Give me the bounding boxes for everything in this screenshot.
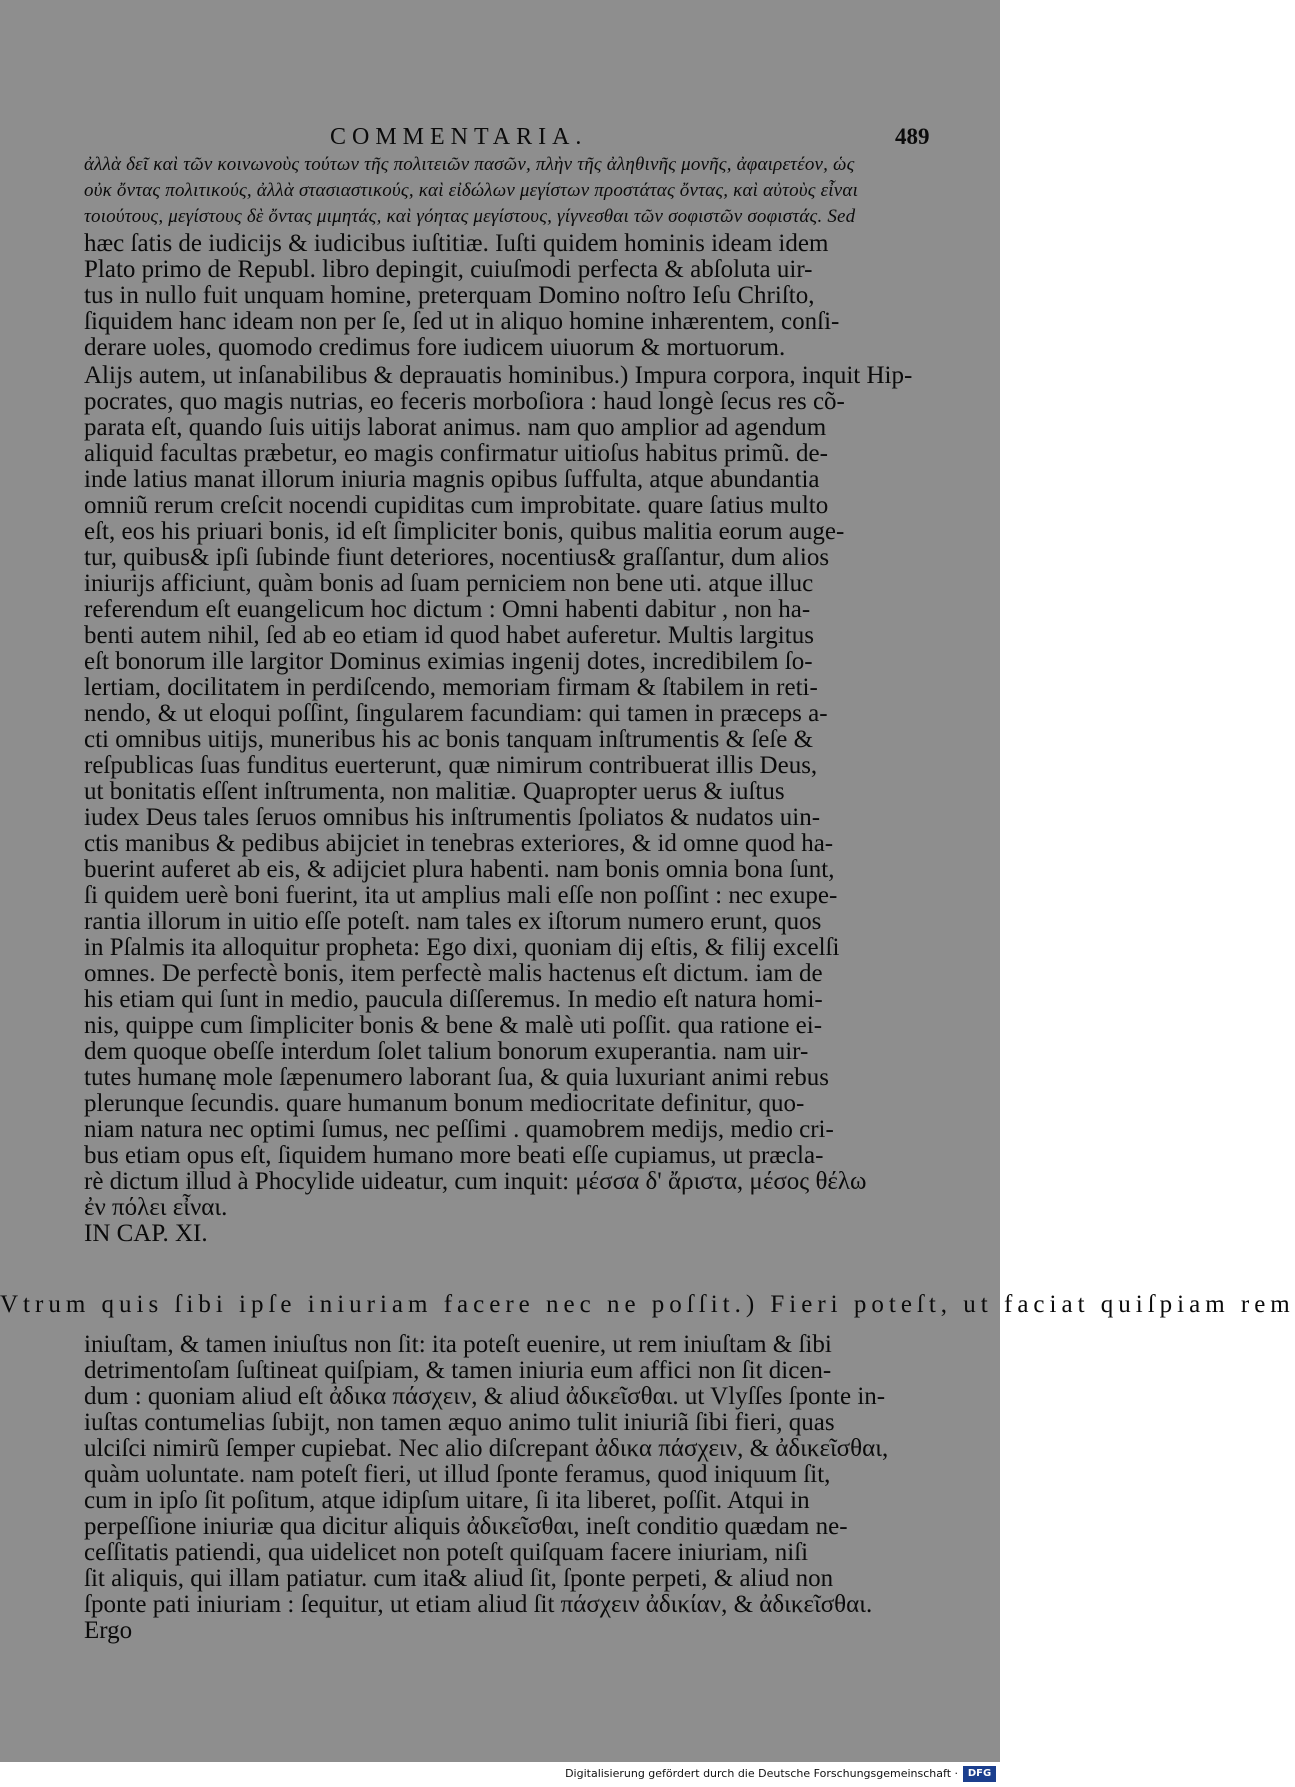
text-line: tus in nullo fuit unquam homine, preterquam Domino noſtro Ieſu Chriſto, <box>84 282 815 309</box>
text-line: pocrates, quo magis nutrias, eo feceris morboſiora : haud longè ſecus res cõ- <box>84 388 845 415</box>
text-line: niam natura nec optimi ſumus, nec peſſimi . quamobrem medijs, medio cri- <box>84 1116 834 1143</box>
text-line: omnes. De perfectè bonis, item perfectè malis hactenus eſt dictum. iam de <box>84 960 823 987</box>
text-line: ſiquidem hanc ideam non per ſe, ſed ut in aliquo homine inhærentem, conſi- <box>84 308 840 335</box>
text-line: perpeſſione iniuriæ qua dicitur aliquis ἀδικεῖσθαι, ineſt conditio quædam ne- <box>84 1513 848 1540</box>
text-line: inde latius manat illorum iniuria magnis opibus ſuffulta, atque abundantia <box>84 466 820 493</box>
text-line: bus etiam opus eſt, ſiquidem humano more beati eſſe cupiamus, ut præcla- <box>84 1142 824 1169</box>
digitization-footer <box>0 1762 1000 1787</box>
text-line: parata eſt, quando ſuis uitijs laborat animus. nam quo amplior ad agendum <box>84 414 827 441</box>
text-line: ſi quidem uerè boni fuerint, ita ut amplius mali eſſe non poſſint : nec exupe- <box>84 882 838 909</box>
funding-credit: Digitalisierung gefördert durch die Deutsche Forschungsgemeinschaft · <box>565 1767 958 1780</box>
text-line: ἀλλὰ δεῖ καὶ τῶν κοινωνοὺς τούτων τῆς πολιτειῶν πασῶν, πλὴν τῆς ἀληθινῆς μονῆς, ἀφαιρετέον, ὡς <box>84 154 855 175</box>
text-line: eſt bonorum ille largitor Dominus eximias ingenij dotes, incredibilem ſo- <box>84 648 813 675</box>
text-line: dem quoque obeſſe interdum ſolet talium bonorum exuperantia. nam uir- <box>84 1038 809 1065</box>
chapter-heading: Vtrum quis ſibi ipſe iniuriam facere nec ne poſſit.) Fieri poteſt, ut faciat quiſpiam rem <box>0 1291 1295 1318</box>
text-line: IN CAP. XI. <box>84 1220 208 1247</box>
text-line: cti omnibus uitijs, muneribus his ac bonis tanquam inſtrumentis & ſeſe & <box>84 726 814 753</box>
page-header <box>0 124 1000 154</box>
text-line: reſpublicas ſuas funditus euerterunt, quæ nimirum contribuerat illis Deus, <box>84 752 818 779</box>
dfg-logo: DFG <box>963 1766 996 1782</box>
text-line: plerunque ſecundis. quare humanum bonum mediocritate definitur, quo- <box>84 1090 805 1117</box>
text-line: eſt, eos his priuari bonis, id eſt ſimpliciter bonis, quibus malitia eorum auge- <box>84 518 845 545</box>
text-line: omniũ rerum creſcit nocendi cupiditas cum improbitate. quare ſatius multo <box>84 492 829 519</box>
text-line: lertiam, docilitatem in perdiſcendo, memoriam firmam & ſtabilem in reti- <box>84 674 818 701</box>
text-line: rè dictum illud à Phocylide uideatur, cum inquit: μέσσα δ' ἄριστα, μέσος θέλω <box>84 1168 867 1195</box>
text-line: cum in ipſo ſit poſitum, atque idipſum uitare, ſi ita liberet, poſſit. Atqui in <box>84 1487 810 1514</box>
text-line: Plato primo de Republ. libro depingit, cuiuſmodi perfecta & abſoluta uir- <box>84 256 813 283</box>
page-number: 489 <box>895 124 930 149</box>
text-line: derare uoles, quomodo credimus fore iudicem uiuorum & mortuorum. <box>84 334 786 361</box>
text-line: iuſtas contumelias ſubijt, non tamen æquo animo tulit iniuriã ſibi fieri, quas <box>84 1409 835 1436</box>
text-line: quàm uoluntate. nam poteſt fieri, ut illud ſponte feramus, quod iniquum ſit, <box>84 1461 831 1488</box>
text-line: tur, quibus& ipſi ſubinde fiunt deteriores, nocentius& graſſantur, dum alios <box>84 544 830 571</box>
text-line: buerint auferet ab eis, & adijciet plura habenti. nam bonis omnia bona ſunt, <box>84 856 835 883</box>
text-line: ulciſci nimirũ ſemper cupiebat. Nec alio diſcrepant ἀδικα πάσχειν, & ἀδικεῖσθαι, <box>84 1435 889 1462</box>
text-line: ſit aliquis, qui illam patiatur. cum ita& aliud ſit, ſponte perpeti, & aliud non <box>84 1565 834 1592</box>
text-line: rantia illorum in uitio eſſe poteſt. nam tales ex iſtorum numero erunt, quos <box>84 908 822 935</box>
text-line: tutes humanę mole ſæpenumero laborant ſua, & quia luxuriant animi rebus <box>84 1064 829 1091</box>
text-line: ſponte pati iniuriam : ſequitur, ut etiam aliud ſit πάσχειν ἀδικίαν, & ἀδικεῖσθαι. <box>84 1591 873 1618</box>
text-line: ceſſitatis patiendi, qua uidelicet non poteſt quiſquam facere iniuriam, niſi <box>84 1539 809 1566</box>
text-line: Alijs autem, ut inſanabilibus & deprauatis hominibus.) Impura corpora, inquit Hip- <box>84 362 913 389</box>
text-line: iudex Deus tales ſeruos omnibus his inſtrumentis ſpoliatos & nudatos uin- <box>84 804 821 831</box>
text-line: his etiam qui ſunt in medio, paucula diſſeremus. In medio eſt natura homi- <box>84 986 823 1013</box>
text-line: detrimentoſam ſuſtineat quiſpiam, & tamen iniuria eum affici non ſit dicen- <box>84 1357 832 1384</box>
text-line: dum : quoniam aliud eſt ἀδικα πάσχειν, & aliud ἀδικεῖσθαι. ut Vlyſſes ſponte in- <box>84 1383 886 1410</box>
text-line: in Pſalmis ita alloquitur propheta: Ego dixi, quoniam dij eſtis, & filij excelſi <box>84 934 840 961</box>
running-head: COMMENTARIA. <box>330 124 588 150</box>
text-line: hæc ſatis de iudicijs & iudicibus iuſtitiæ. Iuſti quidem hominis ideam idem <box>84 230 829 257</box>
text-line: οὐκ ὄντας πολιτικούς, ἀλλὰ στασιαστικούς, καὶ εἰδώλων μεγίστων προστάτας ὄντας, καὶ αὐτοὺς εἶναι <box>84 180 859 201</box>
text-line: Ergo <box>84 1617 133 1644</box>
text-line: τοιούτους, μεγίστους δὲ ὄντας μιμητάς, καὶ γόητας μεγίστους, γίγνεσθαι τῶν σοφιστῶν σοφιστάς. Sed <box>84 206 856 227</box>
text-line: aliquid facultas præbetur, eo magis confirmatur uitioſus habitus primũ. de- <box>84 440 828 467</box>
text-line: ut bonitatis eſſent inſtrumenta, non malitiæ. Quapropter uerus & iuſtus <box>84 778 785 805</box>
text-line: iniuſtam, & tamen iniuſtus non ſit: ita poteſt euenire, ut rem iniuſtam & ſibi <box>84 1331 832 1358</box>
text-line: ἐν πόλει εἶναι. <box>84 1194 228 1221</box>
text-line: iniurijs afficiunt, quàm bonis ad ſuam perniciem non bene uti. atque illuc <box>84 570 814 597</box>
text-line: referendum eſt euangelicum hoc dictum : Omni habenti dabitur , non ha- <box>84 596 811 623</box>
text-line: benti autem nihil, ſed ab eo etiam id quod habet auferetur. Multis largitus <box>84 622 814 649</box>
text-line: ctis manibus & pedibus abijciet in tenebras exteriores, & id omne quod ha- <box>84 830 834 857</box>
text-line: nendo, & ut eloqui poſſint, ſingularem facundiam: qui tamen in præceps a- <box>84 700 828 727</box>
text-line: nis, quippe cum ſimpliciter bonis & bene & malè uti poſſit. qua ratione ei- <box>84 1012 823 1039</box>
